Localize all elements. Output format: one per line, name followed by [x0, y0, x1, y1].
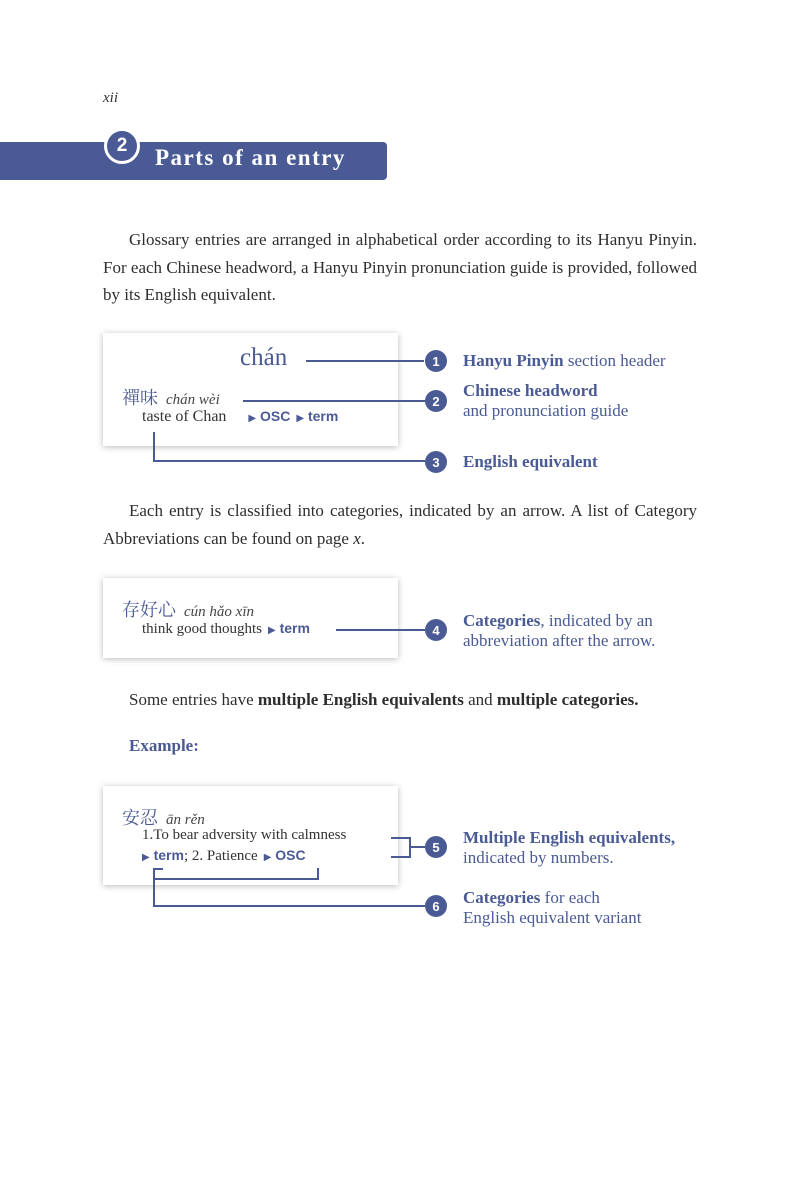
callout-badge-2: 2: [425, 390, 447, 412]
category-osc: ▶ OSC: [263, 847, 306, 863]
intro-paragraph: Glossary entries are arranged in alphabetical order according to its Hanyu Pinyin. For each Chinese headword, a Hanyu Pinyin pronunciation guide is provided, followed by its English equivalent.: [103, 230, 697, 304]
triangle-right-icon: ▶: [142, 852, 150, 863]
callout-3: English equivalent: [463, 452, 598, 471]
connector-line-5: [409, 846, 425, 848]
callout-badge-3: 3: [425, 451, 447, 473]
entry-2-definition-row: [142, 620, 310, 638]
example-label: Example:: [129, 736, 199, 755]
connector-line-3: [153, 460, 425, 462]
callout-badge-5: 5: [425, 836, 447, 858]
triangle-right-icon: ▶: [248, 413, 257, 424]
triangle-right-icon: ▶: [296, 413, 305, 424]
triangle-right-icon: ▶: [268, 625, 276, 636]
section-title: Parts of an entry: [155, 145, 346, 170]
multi-paragraph: Some entries have multiple English equivalents and multiple categories.: [129, 690, 639, 709]
callout-1: Hanyu Pinyin section header: [463, 351, 666, 370]
callout-4: Categories, indicated by an abbreviation after the arrow.: [463, 611, 656, 650]
connector-line-6-left: [153, 868, 155, 906]
pinyin-section-header: chán: [240, 344, 288, 371]
bracket-bottom: [391, 856, 411, 858]
category-paragraph: Each entry is classified into categories, indicated by an arrow. A list of Category Abbreviations can be found on page x.: [103, 501, 697, 548]
triangle-right-icon: ▶: [263, 852, 272, 863]
entry-1-headword-row: [122, 384, 220, 410]
category-osc: ▶ OSC: [248, 408, 291, 424]
chinese-headword: 存好心: [122, 600, 176, 621]
entry-3-second-row: [142, 847, 306, 865]
english-equivalent-2: ; 2. Patience: [183, 848, 258, 864]
category-term: ▶ term: [296, 408, 339, 424]
callout-badge-1: 1: [425, 350, 447, 372]
connector-line-6-join: [153, 878, 319, 880]
callout-5: Multiple English equivalents, indicated by numbers.: [463, 828, 676, 867]
page-number: xii: [103, 90, 118, 106]
chinese-headword: 禪味: [122, 388, 158, 409]
pinyin-guide: cún hǎo xīn: [184, 604, 254, 620]
entry-2-headword-row: [122, 596, 254, 622]
english-equivalent-1: 1.To bear adversity with calmness: [142, 827, 347, 843]
callout-badge-6: 6: [425, 895, 447, 917]
category-term: ▶ term: [142, 847, 184, 863]
chinese-headword: 安忍: [122, 808, 158, 829]
pinyin-guide: ān rěn: [166, 812, 205, 828]
connector-line-2: [243, 400, 425, 402]
connector-line-6: [153, 905, 425, 907]
callout-badge-4: 4: [425, 619, 447, 641]
connector-line-6-left-tick: [153, 868, 163, 870]
english-equivalent: taste of Chan: [142, 408, 227, 425]
connector-line-1: [306, 360, 424, 362]
category-term: ▶ term: [268, 620, 310, 636]
section-number-badge: 2: [104, 128, 140, 164]
connector-line-3-vertical: [153, 432, 155, 462]
callout-6: Categories for each English equivalent variant: [463, 888, 642, 927]
callout-2: Chinese headword and pronunciation guide: [463, 381, 629, 420]
pinyin-guide: chán wèi: [166, 392, 220, 408]
connector-line-4: [336, 629, 425, 631]
bracket-top: [391, 837, 411, 839]
english-equivalent: think good thoughts: [142, 621, 263, 637]
entry-1-definition-row: [142, 408, 338, 426]
